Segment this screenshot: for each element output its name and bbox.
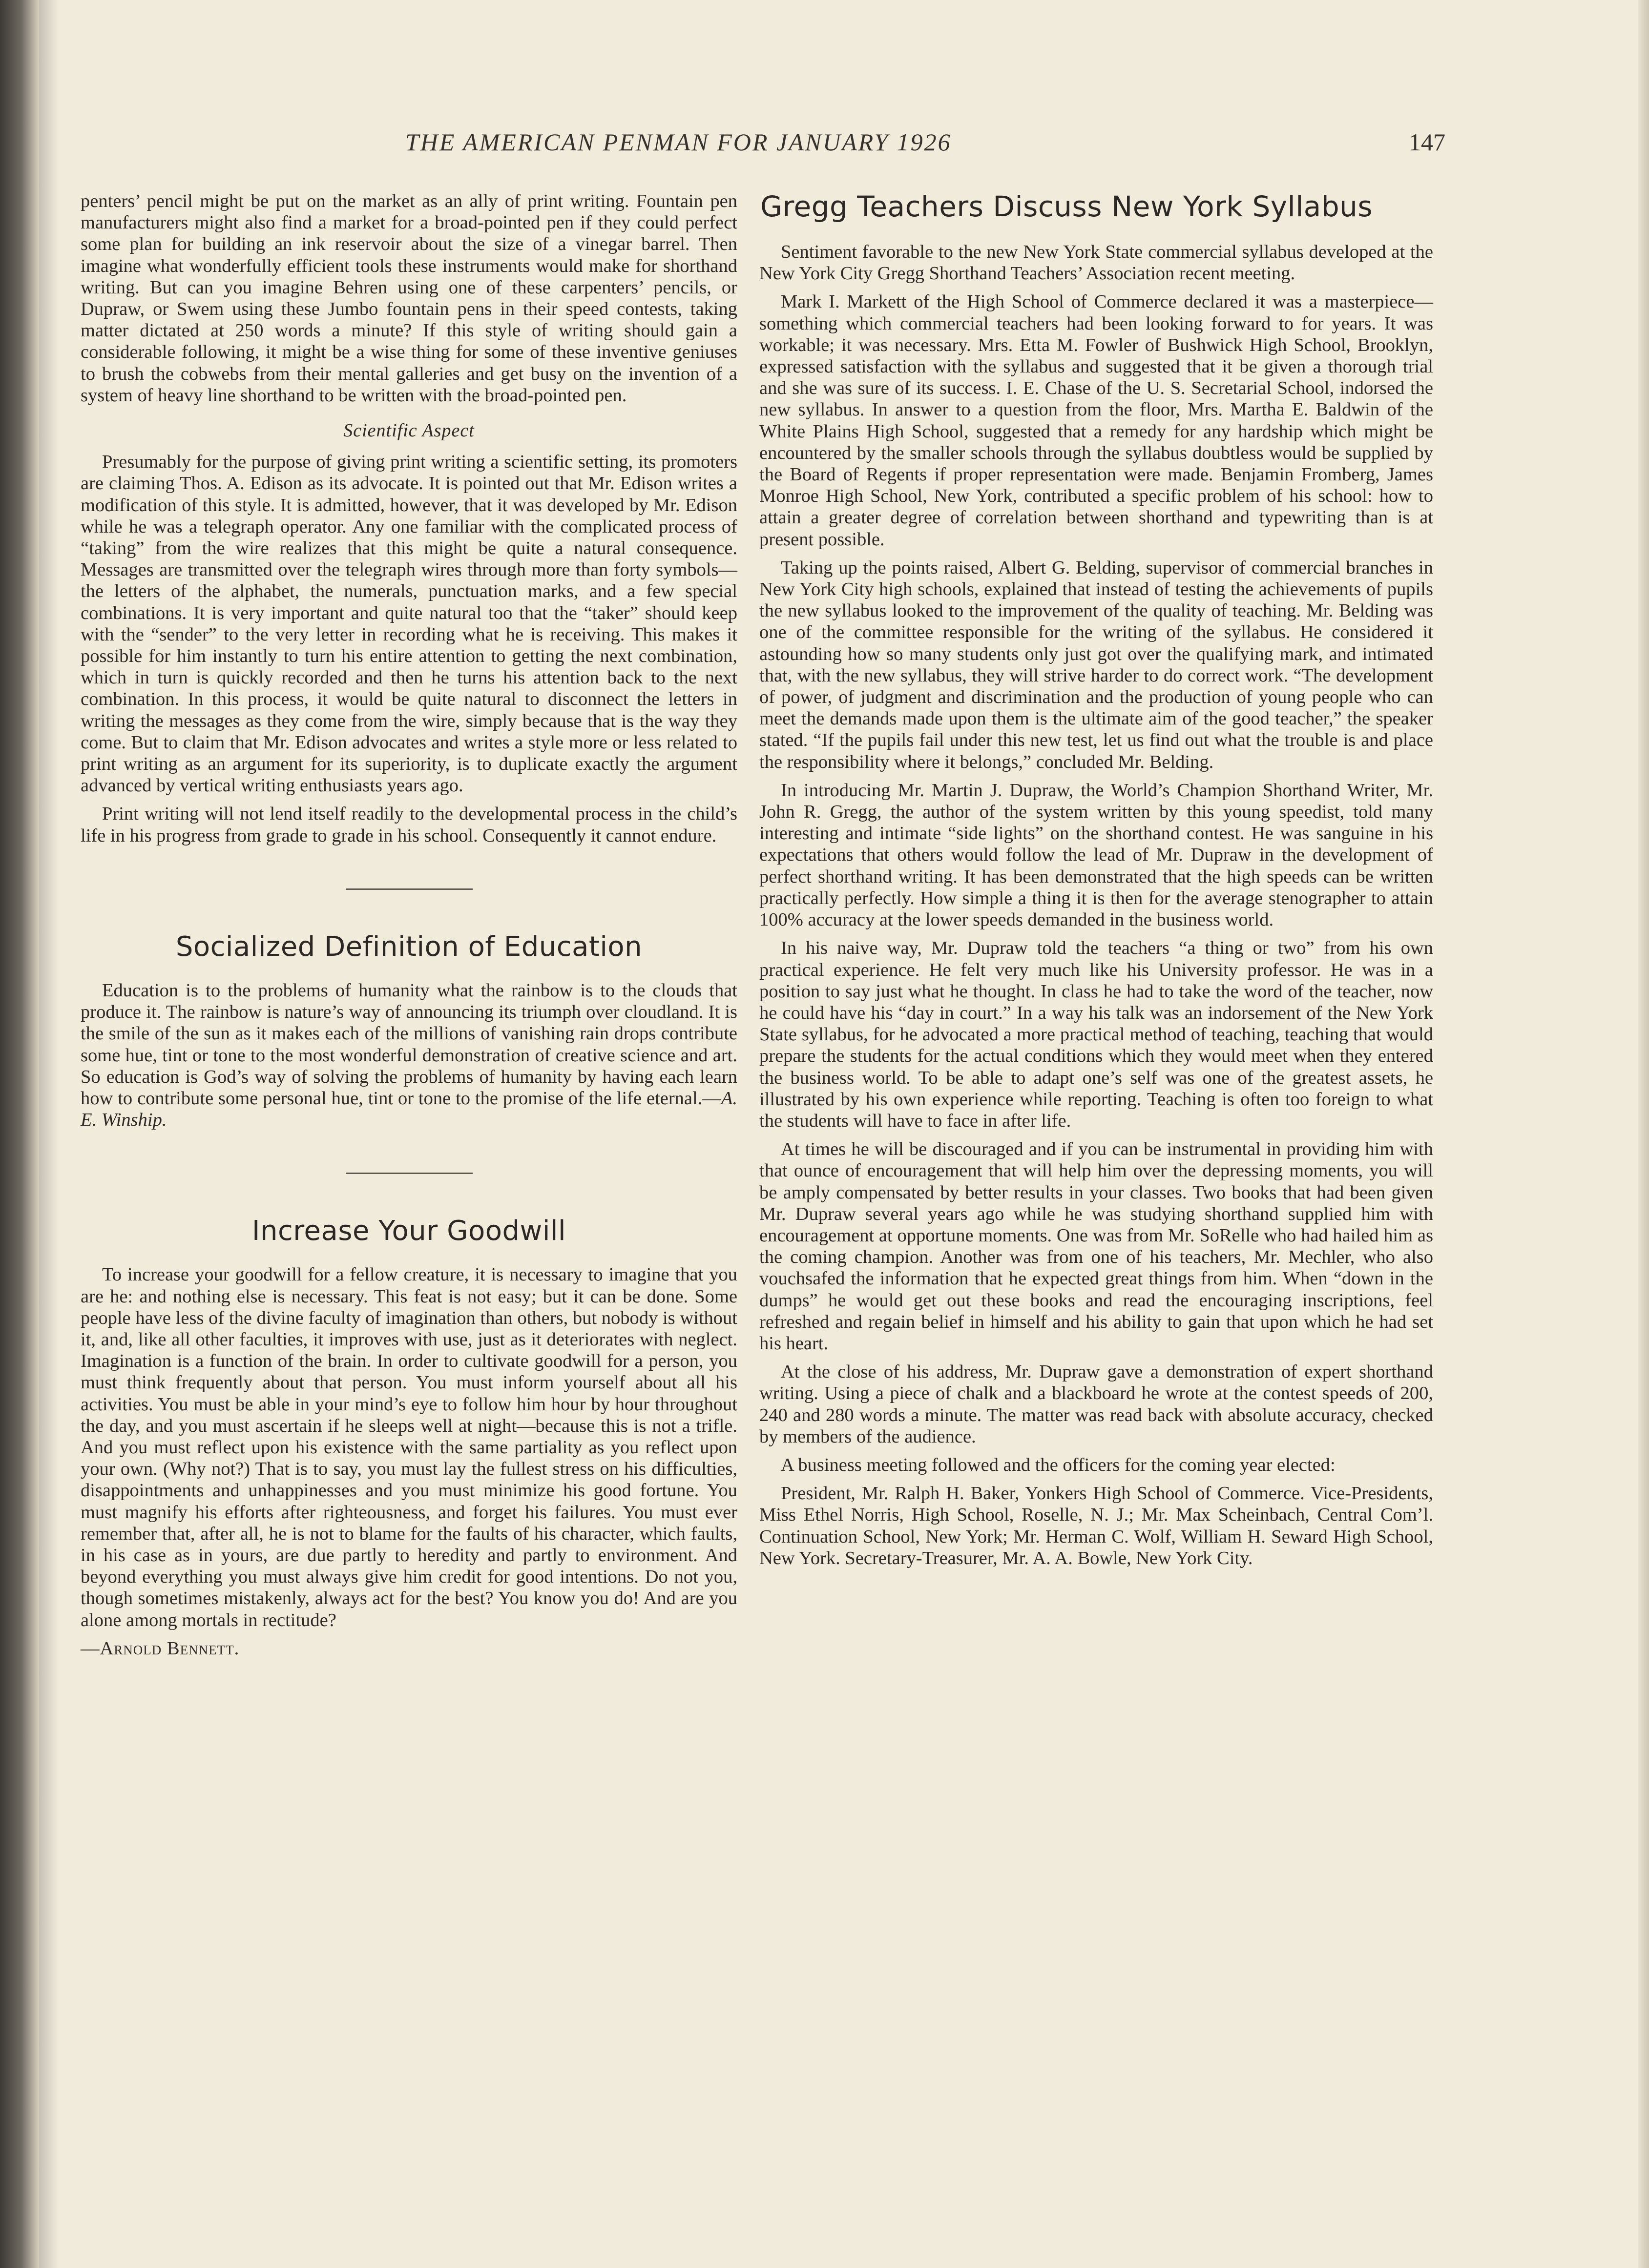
increase-goodwill-body: To increase your goodwill for a fellow creature, it is necessary to imagine that you are he: and nothing else is necessary. This feat is not easy; but it can be done. Some people have less of the divine faculty of imagination than others, but nobody is without it, and, like all other faculties, it improves with use, just as it deteriorates with neglect. Imagination is a function of the brain. In order to cultivate goodwill for a person, you must think frequently about that person. You must inform yourself about all his activities. You must be able in your mind’s eye to follow him hour by hour throughout the day, and you must ascertain if he sleeps well at night—because this is not a trifle. And you must reflect upon his existence with the same partiality as you reflect upon your own. (Why not?) That is to say, you must lay the fullest stress on his difficulties, disappointments and unhappinesses and you must minimize his good fortune. You must magnify his efforts after righteousness, and forget his failures. You must ever remember that, after all, he is not to blame for the faults of his character, which faults, in his case as in yours, are due partly to heredity and partly to environment. And beyond everything you must always give him credit for good intentions. Do not you, though sometimes mistakenly, always act for the best? You know you do! And are you alone among mortals in rectitude? xyxy=(81,1264,737,1630)
scientific-aspect-paragraph: Presumably for the purpose of giving print writing a scientific setting, its promoters are claiming Thos. A. Edison as its advocate. It is pointed out that Mr. Edison writes a modification of this style. It is admitted, however, that it was developed by Mr. Edison while he was a telegraph operator. Any one familiar with the complicated process of “taking” from the wire realizes that this might be quite a natural consequence. Messages are transmitted over the telegraph wires through more than forty symbols—the letters of the alphabet, the numerals, punctuation marks, and a few special combinations. It is very important and quite natural too that the “taker” should keep with the “sender” to the very letter in recording what he is receiving. This makes it possible for him instantly to turn his entire attention to getting the next combination, which in turn is quickly recorded and then he turns his attention back to the next combination. In this process, it would be quite natural to disconnect the letters in writing the messages as they come from the wire, simply because that is the way they come. But to claim that Mr. Edison advocates and writes a style more or less related to print writing as an argument for its superiority, is to duplicate exactly the argument advanced by vertical writing enthusiasts years ago. xyxy=(81,452,737,796)
article-paragraph: At times he will be discouraged and if you can be instrumental in providing him with that ounce of encouragement that will help him over the depressing moments, you will be amply compensated by better results in your classes. Two books that had been given Mr. Dupraw several years ago while he was studying shorthand supplied him with encouragement at opportune moments. One was from Mr. SoRelle who had hailed him as the coming champion. Another was from one of his teachers, Mr. Mechler, who also vouchsafed the information that he expected great things from him. When “down in the dumps” he would get out these books and read the encouraging inscriptions, feel refreshed and regain belief in himself and his ability to gain that upon which he had set his heart. xyxy=(759,1139,1433,1354)
intro-paragraph: penters’ pencil might be put on the market as an ally of print writing. Fountain pen manufacturers might also find a market for a broad-pointed pen if they could perfect some plan for building an ink reservoir about the size of a vinegar barrel. Then imagine what wonderfully efficient tools these instruments would make for shorthand writing. But can you imagine Behren using one of these carpenters’ pencils, or Dupraw, or Swem using these Jumbo fountain pens in their speed contests, taking matter dictated at 250 words a minute? If this style of writing should gain a considerable following, it might be a wise thing for some of these inventive geniuses to brush the cobwebs from their mental galleries and get busy on the invention of a system of heavy line shorthand to be written with the broad-pointed pen. xyxy=(81,191,737,406)
article-paragraph: President, Mr. Ralph H. Baker, Yonkers High School of Commerce. Vice-Presidents, Miss Ethel Norris, High School, Roselle, N. J.; Mr. Max Scheinbach, Central Com’l. Continuation School, New York; Mr. Herman C. Wolf, William H. Seward High School, New York. Secretary-Treasurer, Mr. A. A. Bowle, New York City. xyxy=(759,1483,1433,1568)
article-paragraph: A business meeting followed and the officers for the coming year elected: xyxy=(781,1454,1336,1475)
section-title-increase-goodwill: Increase Your Goodwill xyxy=(251,1215,566,1247)
article-paragraph: At the close of his address, Mr. Dupraw gave a demonstration of expert shorthand writing. Using a piece of chalk and a blackboard he wrote at the contest speeds of 200, 240 and 280 words a minute. The matter was read back with absolute accuracy, checked by members of the audience. xyxy=(759,1361,1433,1447)
article-paragraph: Taking up the points raised, Albert G. Belding, supervisor of commercial branches in New York City high schools, explained that instead of testing the achievements of pupils the new syllabus looked to the improvement of the quality of teaching. Mr. Belding was one of the committee responsible for the writing of the syllabus. He considered it astounding how so many students only just got over the qualifying mark, and intimated that, with the new syllabus, they will strive harder to do correct work. “The development of power, of judgment and discrimination and the production of young people who can meet the demands made upon them is the ultimate aim of the good teacher,” the speaker stated. “If the pupils fail under this new test, let us find out what the trouble is and place the responsibility where it belongs,” concluded Mr. Belding. xyxy=(759,557,1433,772)
page-edge xyxy=(1638,0,1649,2268)
article-paragraph: In introducing Mr. Martin J. Dupraw, the World’s Champion Shorthand Writer, Mr. John R. Gregg, the author of the system written by this young speedist, told many interesting and intimate “side lights” on the shorthand contest. He was sanguine in his expectations that others would follow the lead of Mr. Dupraw in the development of perfect shorthand writing. It has been demonstrated that the high speeds can be written practically perfectly. How simple a thing it is then for the average stenographer to attain 100% accuracy at the lower speeds demanded in the business world. xyxy=(759,780,1433,930)
gutter-shadow xyxy=(39,0,59,2268)
article-paragraph: In his naive way, Mr. Dupraw told the teachers “a thing or two” from his own practical experience. He felt very much like his University professor. He was in a position to say just what he thought. In class he had to take the word of the teacher, now he could have his “day in court.” In a way his talk was an indorsement of the New York State syllabus, for he advocated a more practical method of teaching, teaching that would prepare the students for the actual conditions which they would meet when they entered the business world. To be able to adapt one’s self was one of the greatest assets, he illustrated by his own experience while reporting. Teaching is often too foreign to what the students will have to face in after life. xyxy=(759,938,1433,1131)
section-divider xyxy=(346,888,473,890)
left-column xyxy=(81,190,737,1666)
page-header xyxy=(146,128,1445,172)
article-paragraph: Mark I. Markett of the High School of Commerce declared it was a masterpiece—something which commercial teachers had been looking forward to for years. It was workable; it was necessary. Mrs. Etta M. Fowler of Bushwick High School, Brooklyn, expressed satisfaction with the syllabus and suggested that it be given a thorough trial and she was sure of its success. I. E. Chase of the U. S. Secretarial School, indorsed the new syllabus. In answer to a question from the floor, Mrs. Martha E. Baldwin of the White Plains High School, suggested that a remedy for any hardship which might be encountered by the smaller schools through the syllabus doubtless would be supplied by the Board of Regents if proper representation were made. Benjamin Fromberg, James Monroe High School, New York, contributed a specific problem of his school: how to attain a greater degree of correlation between shorthand and typewriting than is at present possible. xyxy=(759,291,1433,550)
increase-goodwill-author: —Arnold Bennett. xyxy=(81,1638,240,1659)
book-binding xyxy=(0,0,39,2268)
print-writing-paragraph: Print writing will not lend itself readily to the developmental process in the child’s life in his progress from grade to grade in his school. Consequently it cannot endure. xyxy=(81,804,737,846)
section-divider xyxy=(346,1173,473,1174)
right-column xyxy=(759,190,1433,1576)
socialized-definition-author: A. E. Winship. xyxy=(81,1088,737,1131)
socialized-definition-body xyxy=(81,980,737,1131)
article-title-gregg-teachers: Gregg Teachers Discuss New York Syllabus xyxy=(760,190,1373,223)
running-title: THE AMERICAN PENMAN FOR JANUARY 1926 xyxy=(405,128,952,156)
page-number: 147 xyxy=(1409,128,1445,156)
subheading-scientific-aspect: Scientific Aspect xyxy=(343,420,475,441)
section-title-socialized-definition: Socialized Definition of Education xyxy=(175,930,643,963)
article-paragraph: Sentiment favorable to the new New York State commercial syllabus developed at the New York City Gregg Shorthand Teachers’ Association recent meeting. xyxy=(759,242,1433,284)
socialized-definition-text: Education is to the problems of humanity what the rainbow is to the clouds that produce it. The rainbow is nature’s way of announcing its triumph over cloudland. It is the smile of the sun as it makes each of the millions of vanishing rain drops contribute some hue, tint or tone to the most wonderful demonstration of creative science and art. So education is God’s way of solving the problems of humanity by having each learn how to contribute some personal hue, tint or tone to the promise of the life eternal.— xyxy=(81,980,737,1109)
